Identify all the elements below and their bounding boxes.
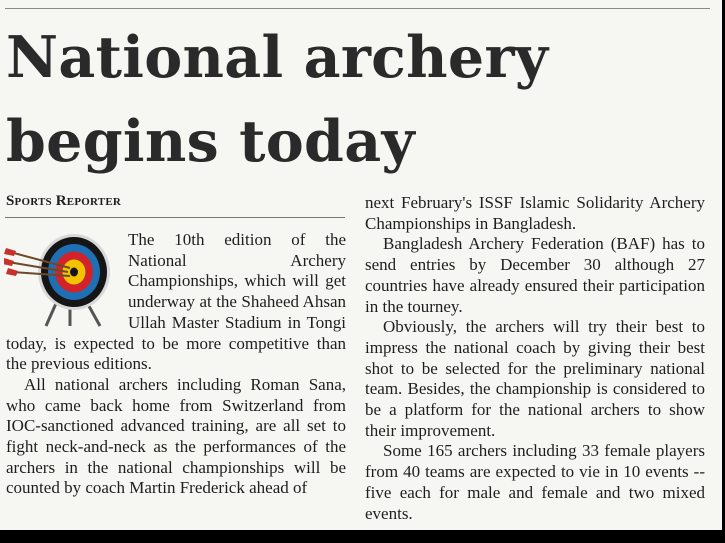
col2-paragraph-2: Bangladesh Archery Federation (BAF) has to send entries by December 30 although 27 countries have already ensured their participation in the tourney.: [365, 234, 705, 316]
bottom-border: [0, 530, 725, 543]
archery-target-icon: [4, 230, 122, 330]
headline: [6, 16, 548, 184]
column-1: [6, 230, 346, 499]
column-2: [365, 193, 705, 524]
headline-line-2: begins today: [6, 108, 415, 175]
byline-rule: [5, 217, 345, 218]
col1-paragraph-1: The 10th edition of the National Archery Championships, which will get underway at the Shaheed Ahsan Ullah Master Stadium in Tongi today, is expected to be more competitive than the previous editions.: [6, 230, 346, 374]
top-rule: [5, 8, 710, 9]
col2-paragraph-3: Obviously, the archers will try their best to impress the national coach by giving their best shot to be selected for the preliminary national team. Besides, the championship is considered to be a platform for the national archers to show their improvement.: [365, 317, 705, 440]
col1-paragraph-2: All national archers including Roman Sana, who came back home from Switzerland from IOC-sanctioned advanced training, are all set to fight neck-and-neck as the performances of the archers in the national championships will be counted by coach Martin Frederick ahead of: [6, 374, 346, 498]
col2-paragraph-1: next February's ISSF Islamic Solidarity Archery Championships in Bangladesh.: [365, 193, 705, 233]
byline: Sports Reporter: [6, 193, 121, 209]
headline-line-1: National archery: [6, 24, 549, 91]
col2-paragraph-4: Some 165 archers including 33 female players from 40 teams are expected to vie in 10 events -- five each for male and female and two mixed events.: [365, 441, 705, 523]
